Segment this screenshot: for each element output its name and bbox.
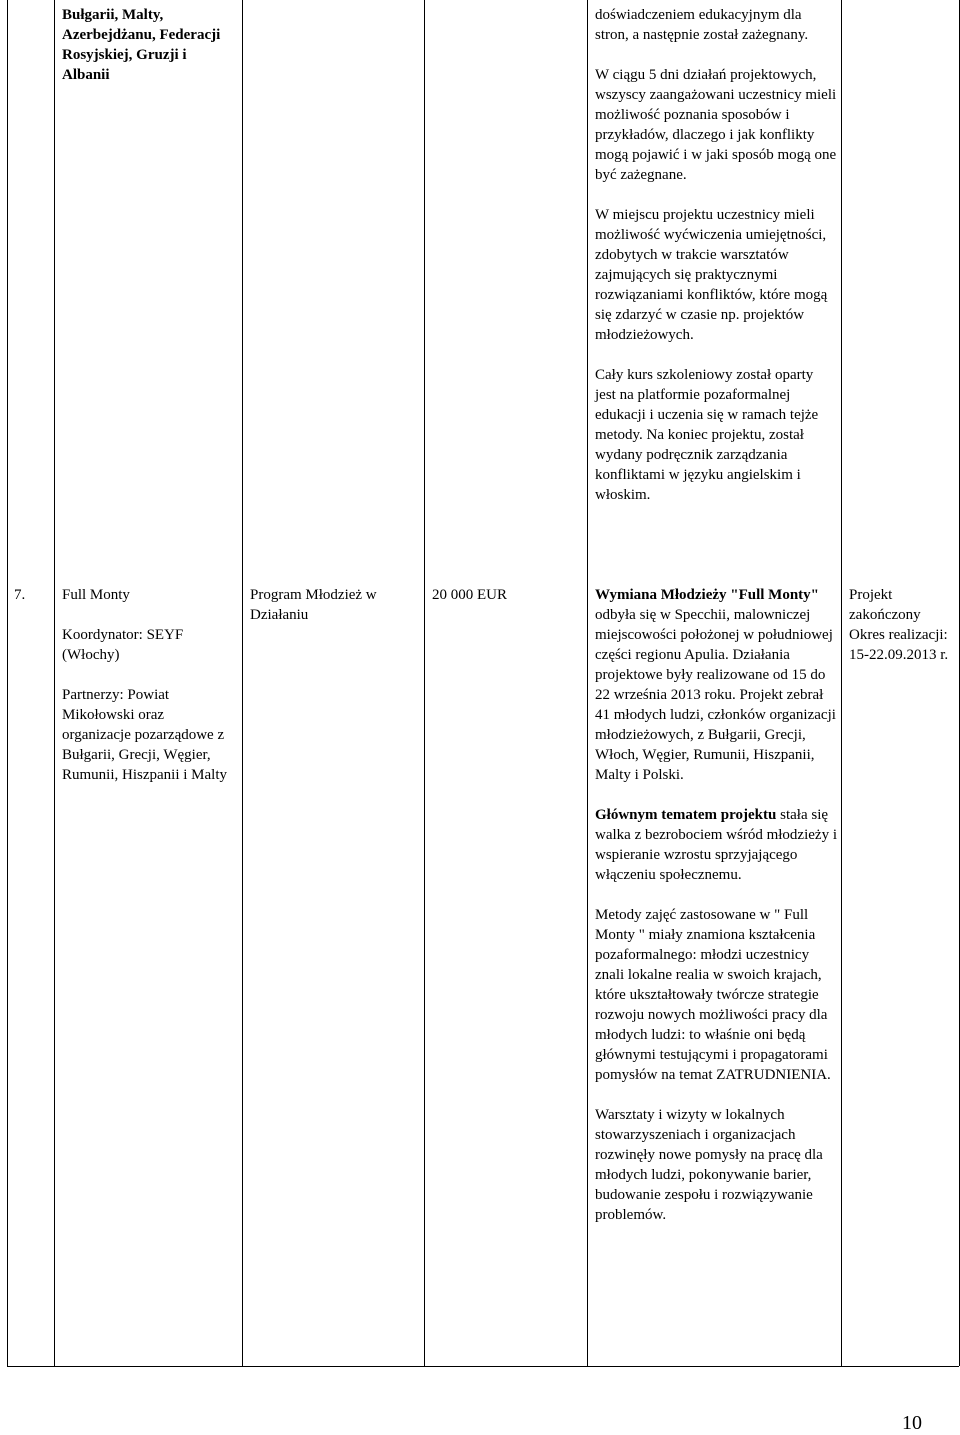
desc-intro-text: odbyła się w Specchii, malowniczej miejscowości położonej w południowej części regionu Apulia. Działania projektowe były realizowane od 15 do 22 września 2013 roku. Projekt zebrał 41 młodych ludzi, członków organizacji młodzieżowych, z Bułgarii, Grecji, Włoch, Węgier, Rumunii, Hiszpanii, Malty i Polski. xyxy=(595,607,836,783)
row2-project-info xyxy=(62,585,232,785)
table-divider-4 xyxy=(587,0,588,1366)
table-border-left xyxy=(7,0,8,1366)
row2-program: Program Młodzież w Działaniu xyxy=(250,587,377,623)
project-partners: Partnerzy: Powiat Mikołowski oraz organizacje pozarządowe z Bułgarii, Grecji, Węgier, Rumunii, Hiszpanii i Malty xyxy=(62,687,227,783)
table-divider-2 xyxy=(242,0,243,1366)
row1-description xyxy=(595,5,837,505)
desc-theme xyxy=(595,805,837,885)
table-bottom-border xyxy=(7,1366,959,1367)
row1-desc-paragraph: W ciągu 5 dni działań projektowych, wszyscy zaangażowani uczestnicy mieli możliwość poznania sposobów i przykładów, dlaczego i jak konflikty mogą pojawić i w jaki sposób mogą one być zażegnane. xyxy=(595,67,837,183)
row2-amount: 20 000 EUR xyxy=(432,587,507,603)
table-divider-3 xyxy=(424,0,425,1366)
row1-desc-paragraph: Cały kurs szkoleniowy został oparty jest na platformie pozaformalnej edukacji i uczenia się w ramach tejże metody. Na koniec projektu, został wydany podręcznik zarządzania konfliktami w języku angielskim i włoskim. xyxy=(595,367,819,503)
desc-intro xyxy=(595,585,837,785)
project-title: Full Monty xyxy=(62,587,130,603)
desc-theme-text: stała się walka z bezrobociem wśród młodzieży i wspieranie wzrostu sprzyjającego włączeniu społecznemu. xyxy=(595,807,837,883)
row1-desc-paragraph: doświadczeniem edukacyjnym dla stron, a następnie został zażegnany. xyxy=(595,7,809,43)
table-divider-5 xyxy=(841,0,842,1366)
table-divider-1 xyxy=(54,0,55,1366)
desc-intro-bold: Wymiana Młodzieży "Full Monty" xyxy=(595,587,819,603)
page-number: 10 xyxy=(902,1412,922,1434)
desc-workshops: Warsztaty i wizyty w lokalnych stowarzyszeniach i organizacjach rozwinęły nowe pomysły na pracę dla młodych ludzi, pokonywanie barier, budowanie zespołu i rozwiązywanie problemów. xyxy=(595,1107,823,1223)
desc-methods: Metody zajęć zastosowane w " Full Monty " miały znamiona kształcenia pozaformalnego: młodzi uczestnicy znali lokalne realia w swoich krajach, które ukształtowały twórcze strategie rozwoju nowych możliwości pracy dla młodych ludzi: to właśnie oni będą głównymi testującymi i propagatorami pomysłów na temat ZATRUDNIENIA. xyxy=(595,907,831,1083)
project-coordinator: Koordynator: SEYF (Włochy) xyxy=(62,627,184,663)
row1-desc-paragraph: W miejscu projektu uczestnicy mieli możliwość wyćwiczenia umiejętności, zdobytych w trakcie warsztatów zajmujących się praktycznymi rozwiązaniami konfliktów, które mogą się zdarzyć w czasie np. projektów młodzieżowych. xyxy=(595,207,828,343)
row2-number: 7. xyxy=(14,587,26,603)
row2-description xyxy=(595,585,837,1225)
desc-theme-bold: Głównym tematem projektu xyxy=(595,807,777,823)
row1-partners: Bułgarii, Malty, Azerbejdżanu, Federacji Rosyjskiej, Gruzji i Albanii xyxy=(62,7,221,83)
row2-status: Projekt zakończony Okres realizacji: 15-22.09.2013 r. xyxy=(849,587,949,663)
